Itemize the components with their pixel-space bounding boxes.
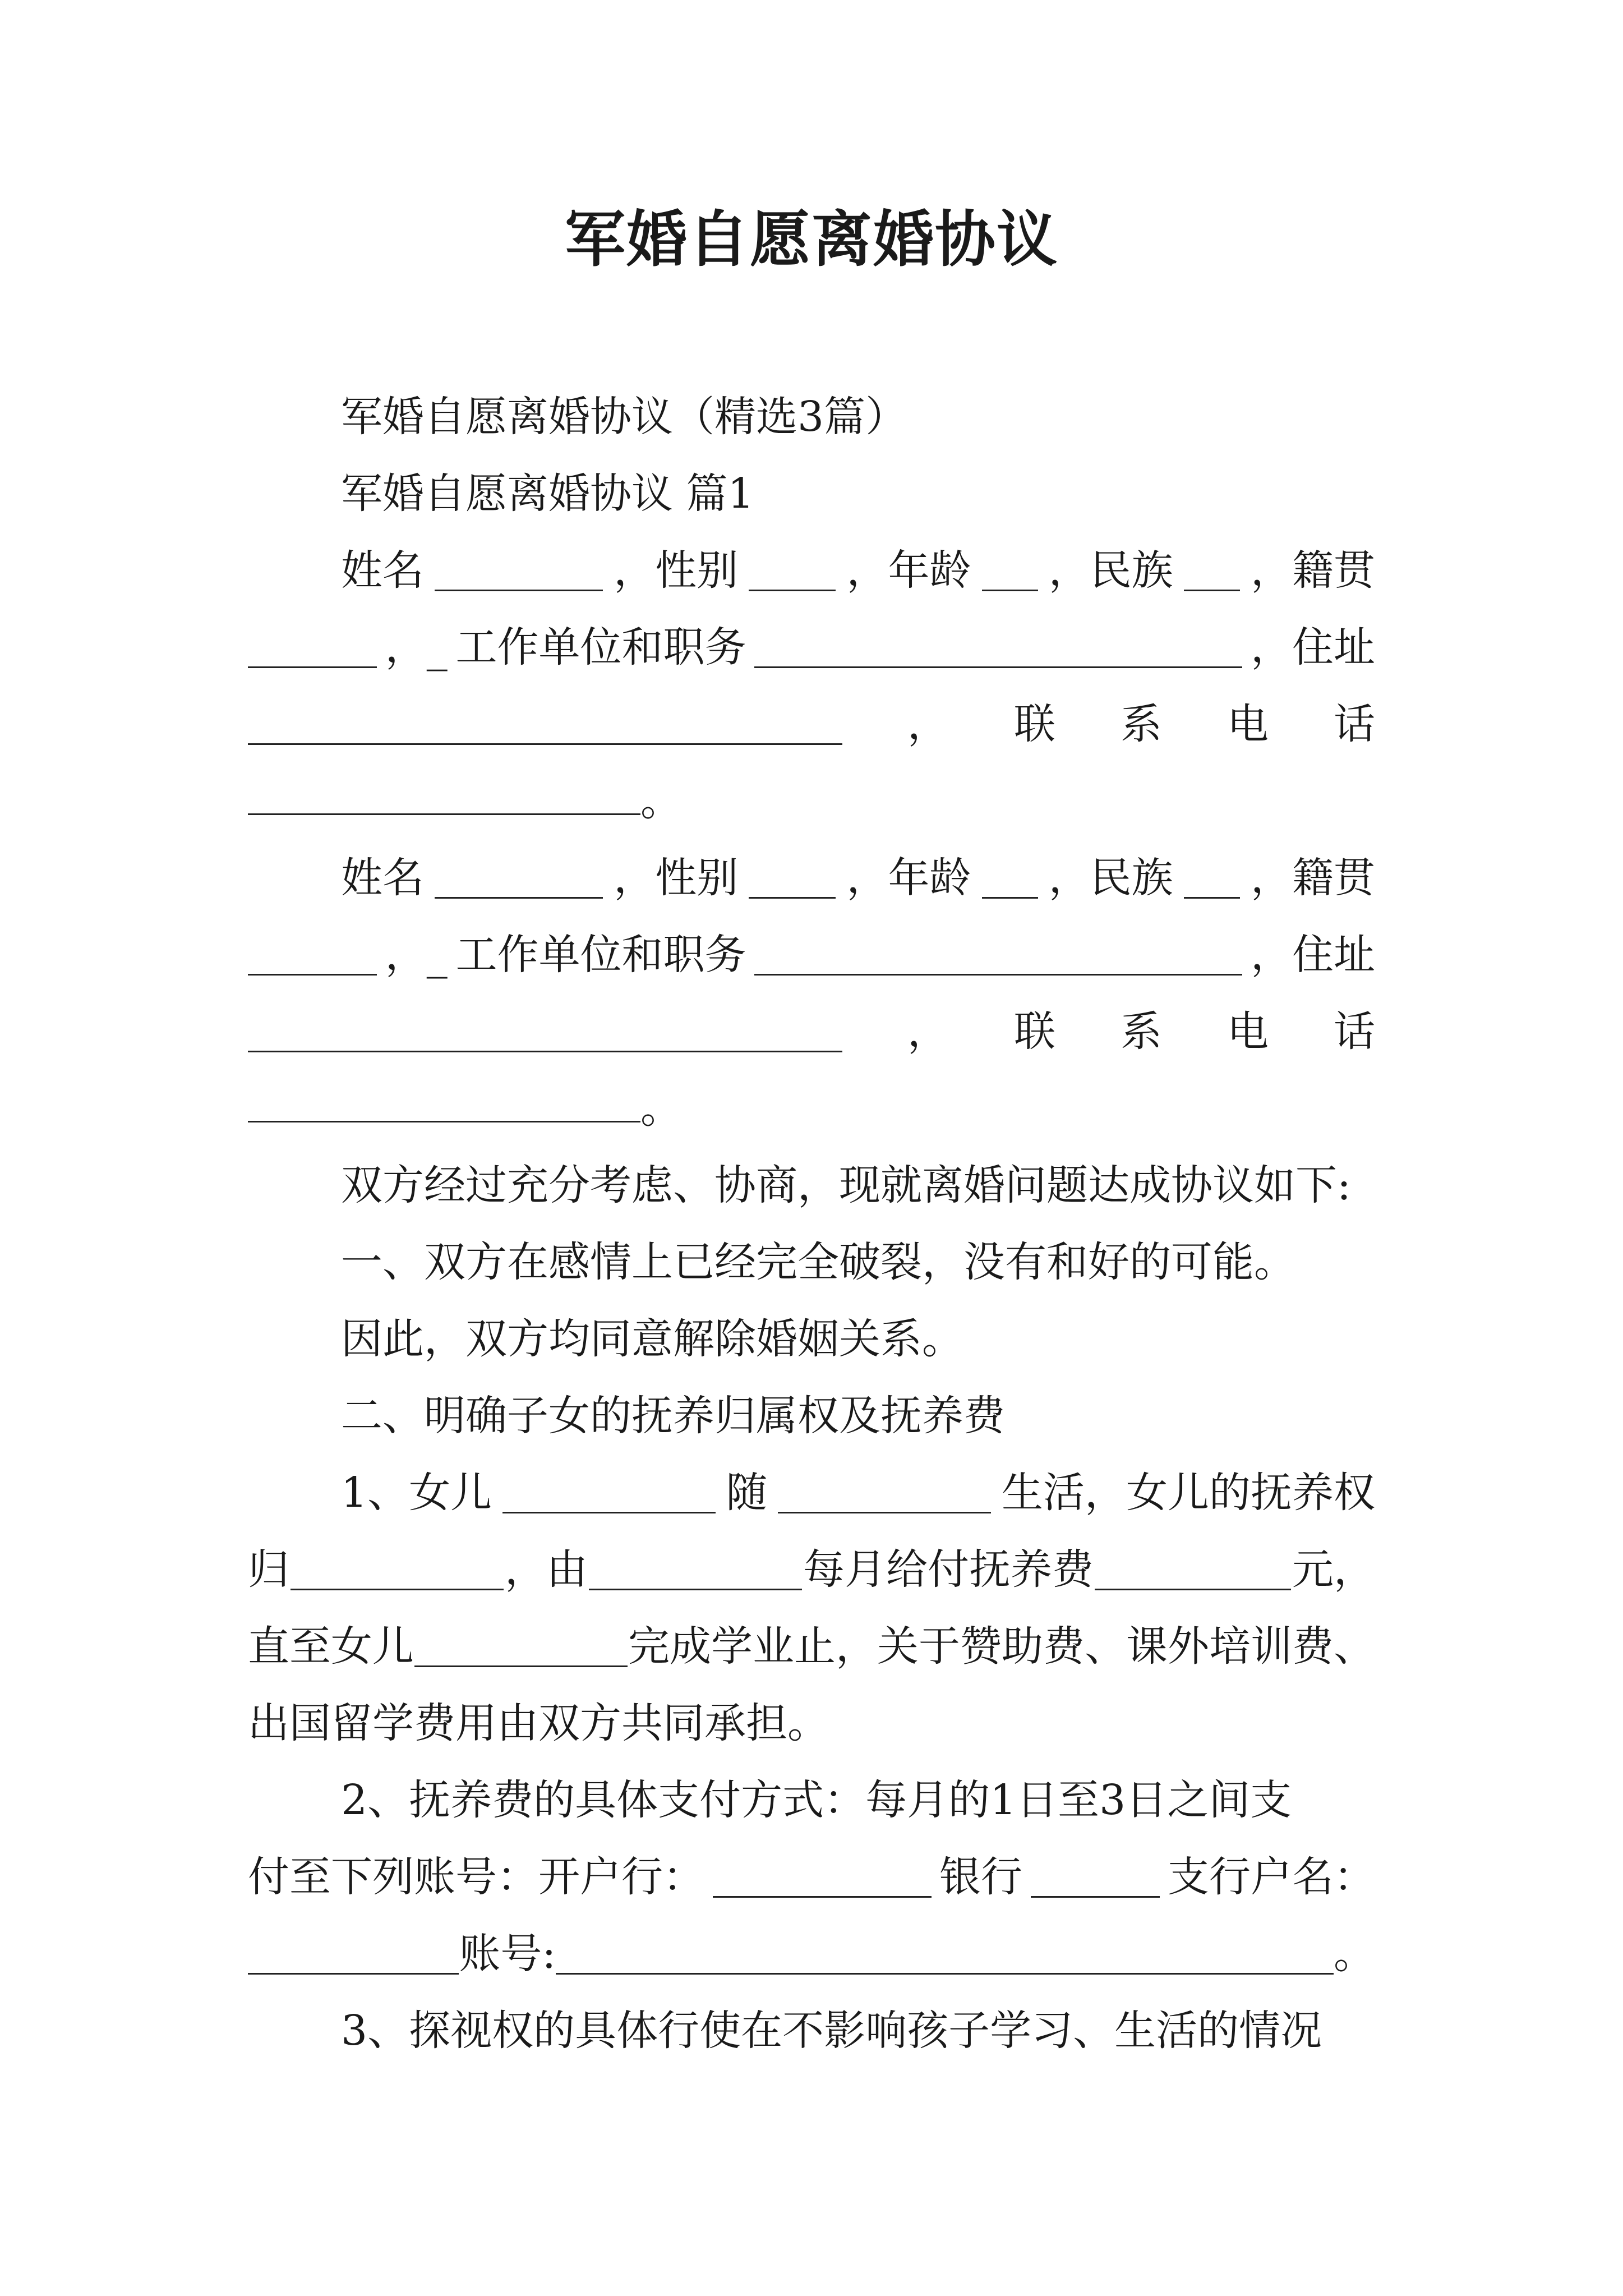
contact-char: 电 — [1227, 1007, 1269, 1056]
blank-field — [435, 550, 603, 591]
contact-char: 话 — [1334, 700, 1375, 748]
custody-text: 归 — [248, 1545, 289, 1594]
payment-line3 — [248, 1923, 1375, 1985]
payment-line1: 2、抚养费的具体支付方式：每月的1日至3日之间支 — [341, 1776, 1292, 1824]
blank-field — [778, 1473, 991, 1513]
blank-field — [414, 1626, 628, 1667]
custody-line3 — [248, 1616, 1375, 1677]
payment-text: 付至下列账号：开户行： — [248, 1853, 704, 1901]
blank-field — [754, 935, 1242, 976]
payment-line2 — [248, 1846, 1375, 1908]
blank-field — [248, 627, 377, 668]
blank-field — [248, 1934, 459, 1975]
party2-line3 — [248, 1001, 1375, 1062]
party2-line1 — [341, 847, 1375, 909]
custody-text: 生活，女儿的抚养权 — [1001, 1469, 1375, 1517]
blank-field — [1184, 858, 1240, 899]
party2-line2 — [248, 924, 1375, 986]
blank-field — [589, 1549, 802, 1590]
contact-char: 系 — [1121, 1007, 1162, 1056]
custody-text: 每月给付抚养费 — [803, 1545, 1094, 1594]
comma-text: ， — [907, 700, 949, 748]
clause-one-continued: 因此，双方均同意解除婚姻关系。 — [341, 1315, 963, 1363]
address-label: ，住址 — [1251, 931, 1375, 979]
party2-line4 — [248, 1078, 1375, 1139]
party1-line1 — [341, 540, 1375, 601]
subtitle: 军婚自愿离婚协议（精选3篇） — [341, 393, 907, 441]
party1-line3 — [248, 693, 1375, 755]
blank-field — [754, 627, 1242, 668]
blank-field — [749, 550, 836, 591]
ethnicity-label: ，民族 — [1048, 546, 1173, 595]
blank-field — [713, 1857, 932, 1898]
contact-char: 联 — [1014, 700, 1055, 748]
blank-field — [1095, 1549, 1291, 1590]
party1-line2 — [248, 616, 1375, 678]
custody-text: ，由 — [505, 1545, 588, 1594]
blank-field — [248, 704, 842, 745]
visitation-line1: 3、探视权的具体行使在不影响孩子学习、生活的情况 — [341, 2007, 1322, 2055]
gender-label: ，性别 — [614, 854, 739, 902]
party1-line4 — [248, 770, 1375, 832]
clause-one: 一、双方在感情上已经完全破裂，没有和好的可能。 — [341, 1238, 1295, 1286]
age-label: ，年龄 — [846, 546, 971, 595]
blank-field — [556, 1934, 1334, 1975]
contact-char: 系 — [1121, 700, 1162, 748]
name-label: 姓名 — [341, 854, 424, 902]
custody-line2 — [248, 1539, 1375, 1600]
clause-two-heading: 二、明确子女的抚养归属权及抚养费 — [341, 1392, 1005, 1440]
custody-text: 随 — [726, 1469, 768, 1517]
document-title: 军婚自愿离婚协议 — [564, 204, 1058, 275]
blank-field — [435, 858, 603, 899]
payment-text: 银行 — [939, 1853, 1022, 1901]
period-text: 。 — [640, 1084, 682, 1133]
contact-char: 话 — [1334, 1007, 1375, 1056]
name-label: 姓名 — [341, 546, 424, 595]
custody-text: 1、女儿 — [341, 1469, 492, 1517]
section-heading: 军婚自愿离婚协议 篇1 — [341, 470, 754, 518]
intro-paragraph: 双方经过充分考虑、协商，现就离婚问题达成协议如下: — [341, 1161, 1351, 1209]
blank-field — [1031, 1857, 1160, 1898]
custody-text: 直至女儿 — [248, 1622, 414, 1671]
ethnicity-label: ，民族 — [1048, 854, 1173, 902]
period-text: 。 — [1334, 1930, 1375, 1978]
custody-line4: 出国留学费用由双方共同承担。 — [248, 1699, 829, 1747]
native-place-label: ，籍贯 — [1251, 546, 1375, 595]
address-label: ，住址 — [1251, 623, 1375, 671]
age-label: ，年龄 — [846, 854, 971, 902]
custody-line1 — [341, 1462, 1375, 1524]
contact-char: 联 — [1014, 1007, 1055, 1056]
period-text: 。 — [640, 777, 682, 825]
comma-text: ， — [907, 1007, 949, 1056]
blank-field — [248, 935, 377, 976]
payment-text: 支行户名： — [1168, 1853, 1375, 1901]
blank-field — [982, 550, 1038, 591]
comma-text: ，_ — [385, 623, 448, 671]
blank-field — [291, 1549, 504, 1590]
work-unit-label: 工作单位和职务 — [455, 623, 746, 671]
work-unit-label: 工作单位和职务 — [455, 931, 746, 979]
blank-field — [248, 1082, 640, 1122]
gender-label: ，性别 — [614, 546, 739, 595]
comma-text: ，_ — [385, 931, 448, 979]
native-place-label: ，籍贯 — [1251, 854, 1375, 902]
blank-field — [982, 858, 1038, 899]
blank-field — [248, 774, 640, 815]
account-label: 账号: — [459, 1930, 556, 1978]
custody-text: 元， — [1292, 1545, 1375, 1594]
blank-field — [248, 1011, 842, 1052]
contact-char: 电 — [1227, 700, 1269, 748]
blank-field — [749, 858, 836, 899]
custody-text: 完成学业止，关于赞助费、课外培训费、 — [628, 1622, 1375, 1671]
blank-field — [502, 1473, 716, 1513]
blank-field — [1184, 550, 1240, 591]
